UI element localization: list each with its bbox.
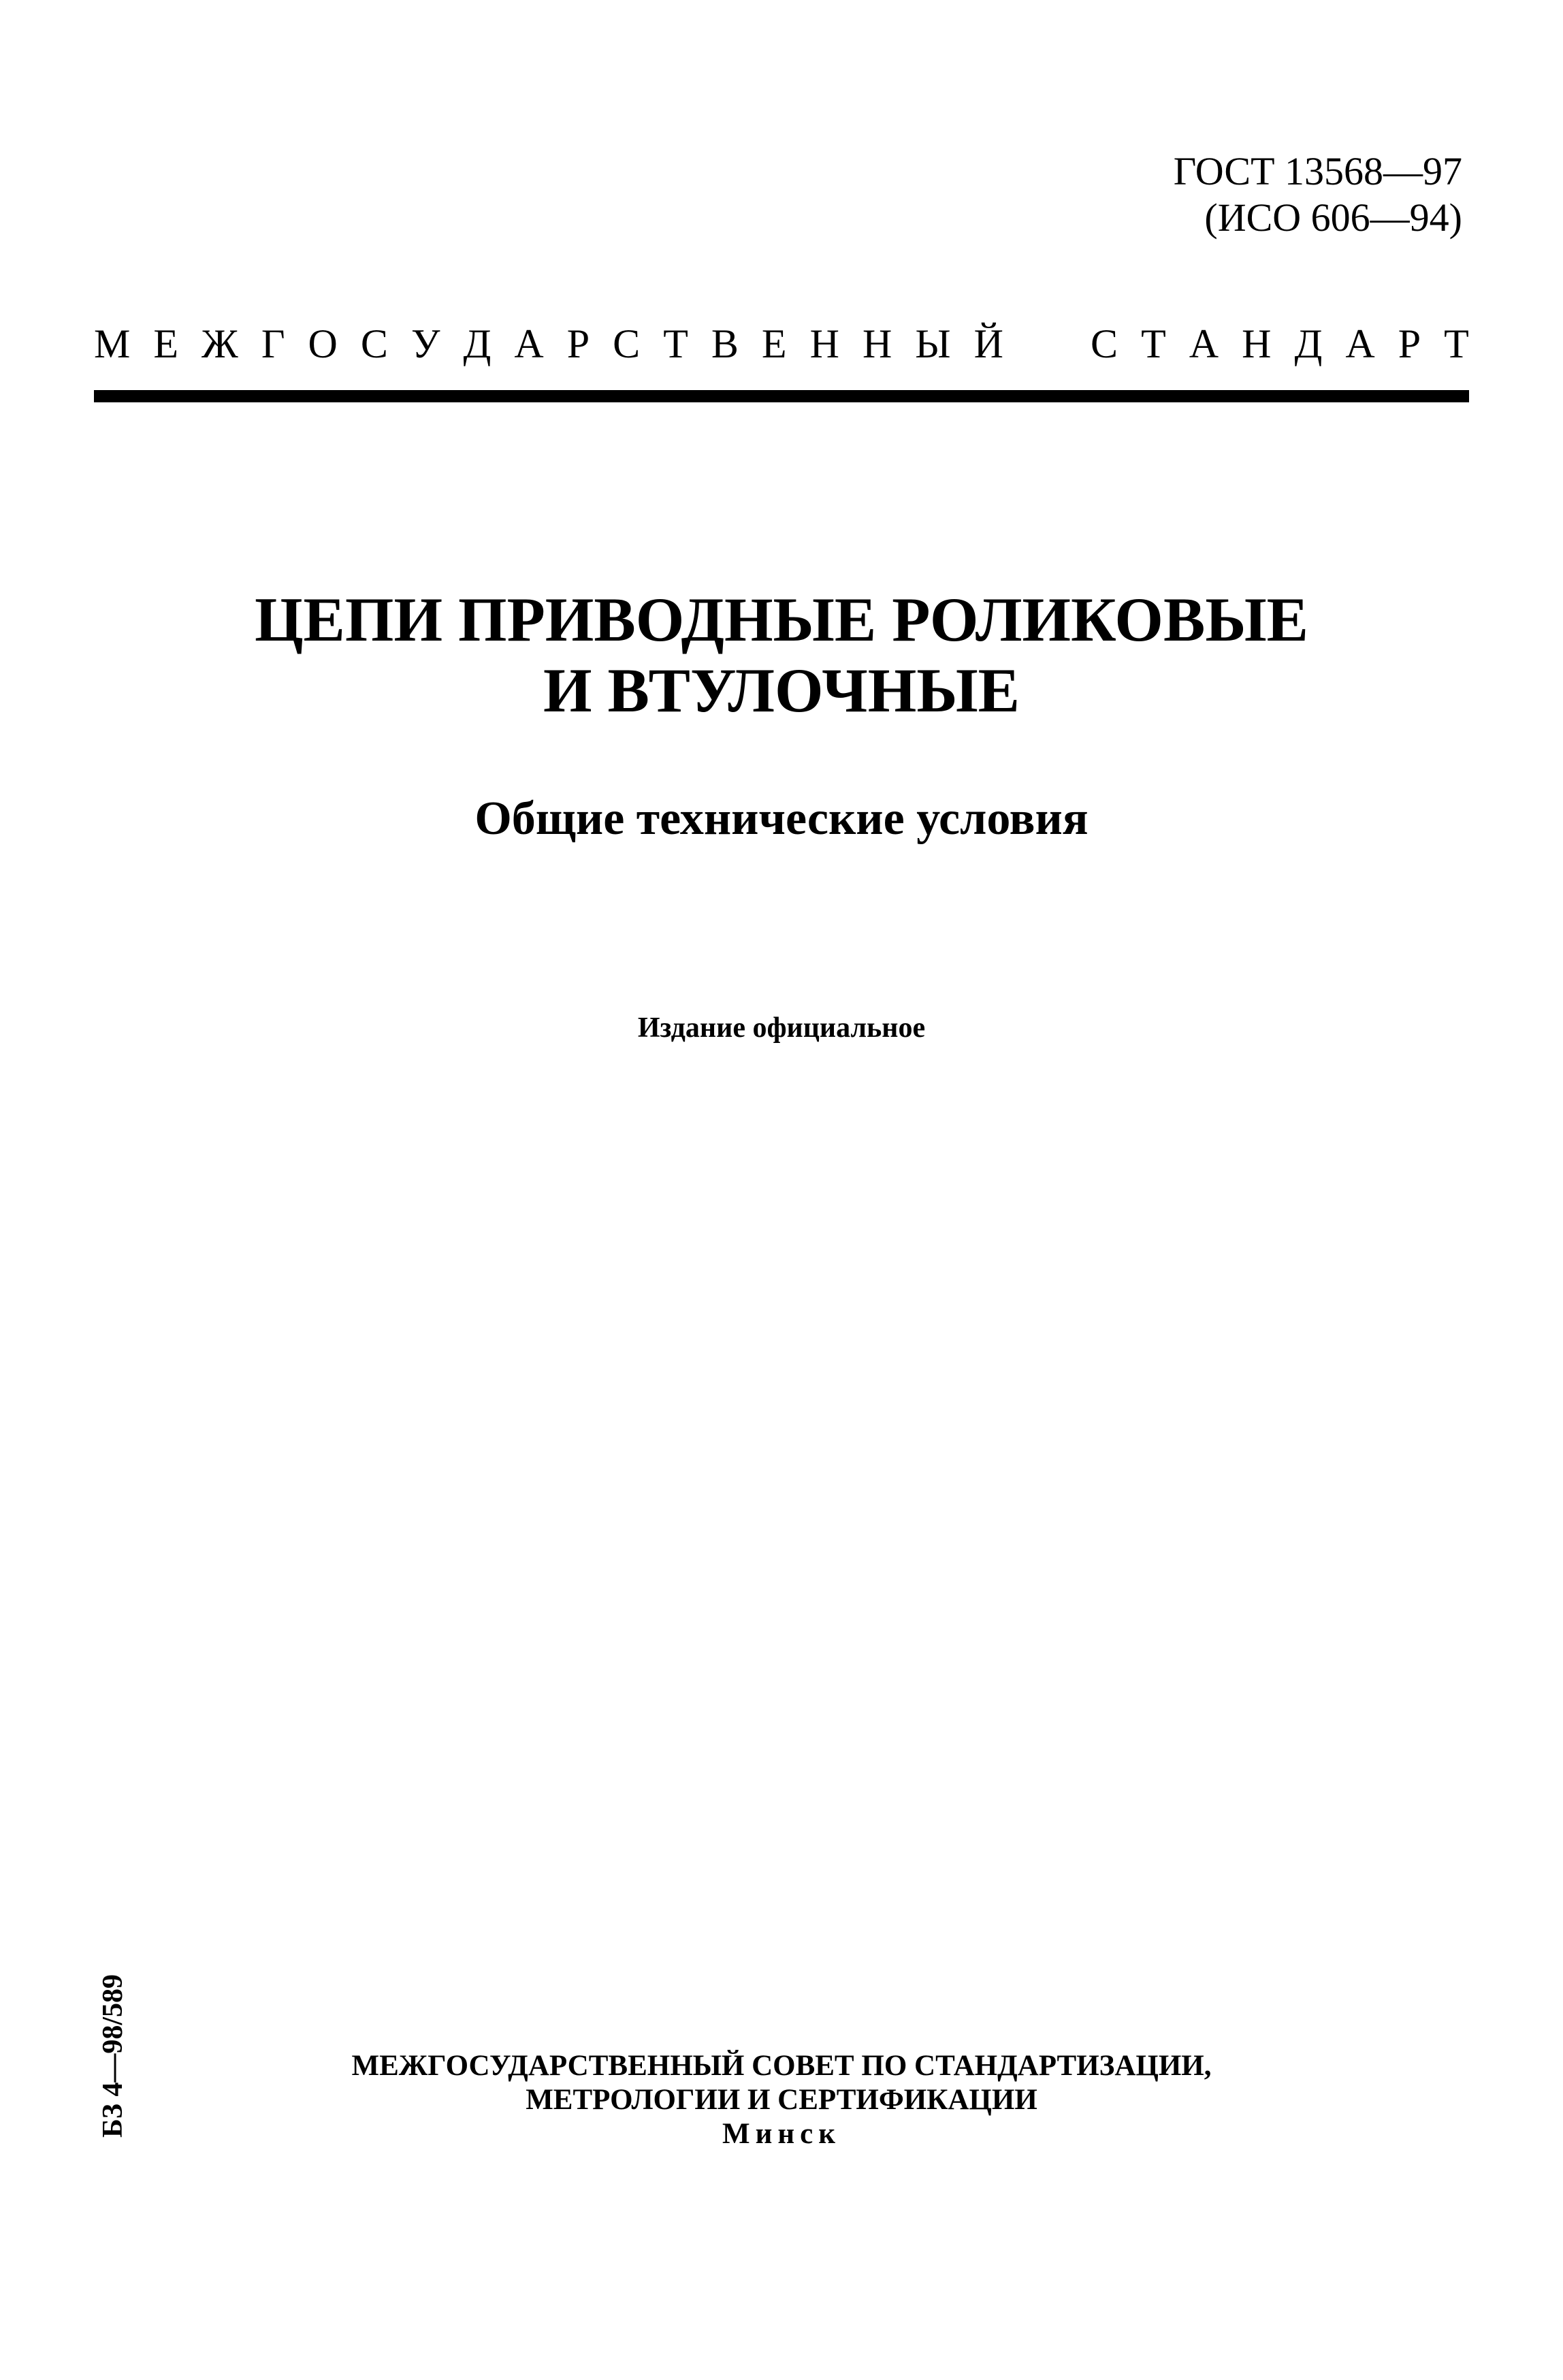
heading-letter: У xyxy=(410,321,440,366)
heading-letter: Й xyxy=(973,321,1003,366)
heading-letter: Д xyxy=(463,321,492,366)
heading-letter: А xyxy=(1189,321,1219,366)
document-subtitle: Общие технические условия xyxy=(474,792,1089,845)
heading-letter: Е xyxy=(153,321,179,366)
heading-rule xyxy=(94,390,1469,402)
publisher-block xyxy=(0,2049,1563,2151)
heading-letter: Ы xyxy=(915,321,951,366)
heading-letter: Р xyxy=(1398,321,1421,366)
heading-letter: Г xyxy=(261,321,285,366)
iso-number: (ИСО 606—94) xyxy=(1204,195,1462,240)
title-line-2: И ВТУЛОЧНЫЕ xyxy=(543,656,1020,725)
document-codes xyxy=(1174,148,1462,241)
heading-letter: М xyxy=(94,321,131,366)
word-gap xyxy=(1027,320,1067,368)
heading-letter: Д xyxy=(1294,321,1323,366)
publisher-line-2: МЕТРОЛОГИИ И СЕРТИФИКАЦИИ xyxy=(526,2084,1037,2116)
heading-letter: Р xyxy=(566,321,590,366)
heading-letter: Ж xyxy=(202,321,238,366)
standard-number: ГОСТ 13568—97 xyxy=(1173,149,1462,193)
heading-letter: В xyxy=(711,321,739,366)
heading-letter: Н xyxy=(809,321,839,366)
heading-letter: Т xyxy=(663,321,688,366)
side-mark-text: БЗ 4—98/589 xyxy=(97,1974,129,2138)
standard-type-heading xyxy=(94,320,1469,368)
heading-letter: Е xyxy=(761,321,787,366)
publisher-city: Минск xyxy=(722,2118,841,2150)
heading-letter: Т xyxy=(1444,321,1469,366)
document-title xyxy=(0,584,1563,726)
heading-letter: С xyxy=(1091,321,1118,366)
heading-letter: О xyxy=(308,321,338,366)
title-line-1: ЦЕПИ ПРИВОДНЫЕ РОЛИКОВЫЕ xyxy=(254,585,1309,654)
heading-letter: С xyxy=(613,321,641,366)
edition-note: Издание официальное xyxy=(637,1012,926,1044)
heading-letter: Н xyxy=(1242,321,1272,366)
heading-letter: А xyxy=(514,321,544,366)
heading-letter: Т xyxy=(1141,321,1166,366)
heading-letter: С xyxy=(360,321,388,366)
publisher-line-1: МЕЖГОСУДАРСТВЕННЫЙ СОВЕТ ПО СТАНДАРТИЗАЦИИ, xyxy=(351,2050,1212,2082)
heading-letter: Н xyxy=(862,321,892,366)
heading-letter: А xyxy=(1345,321,1375,366)
